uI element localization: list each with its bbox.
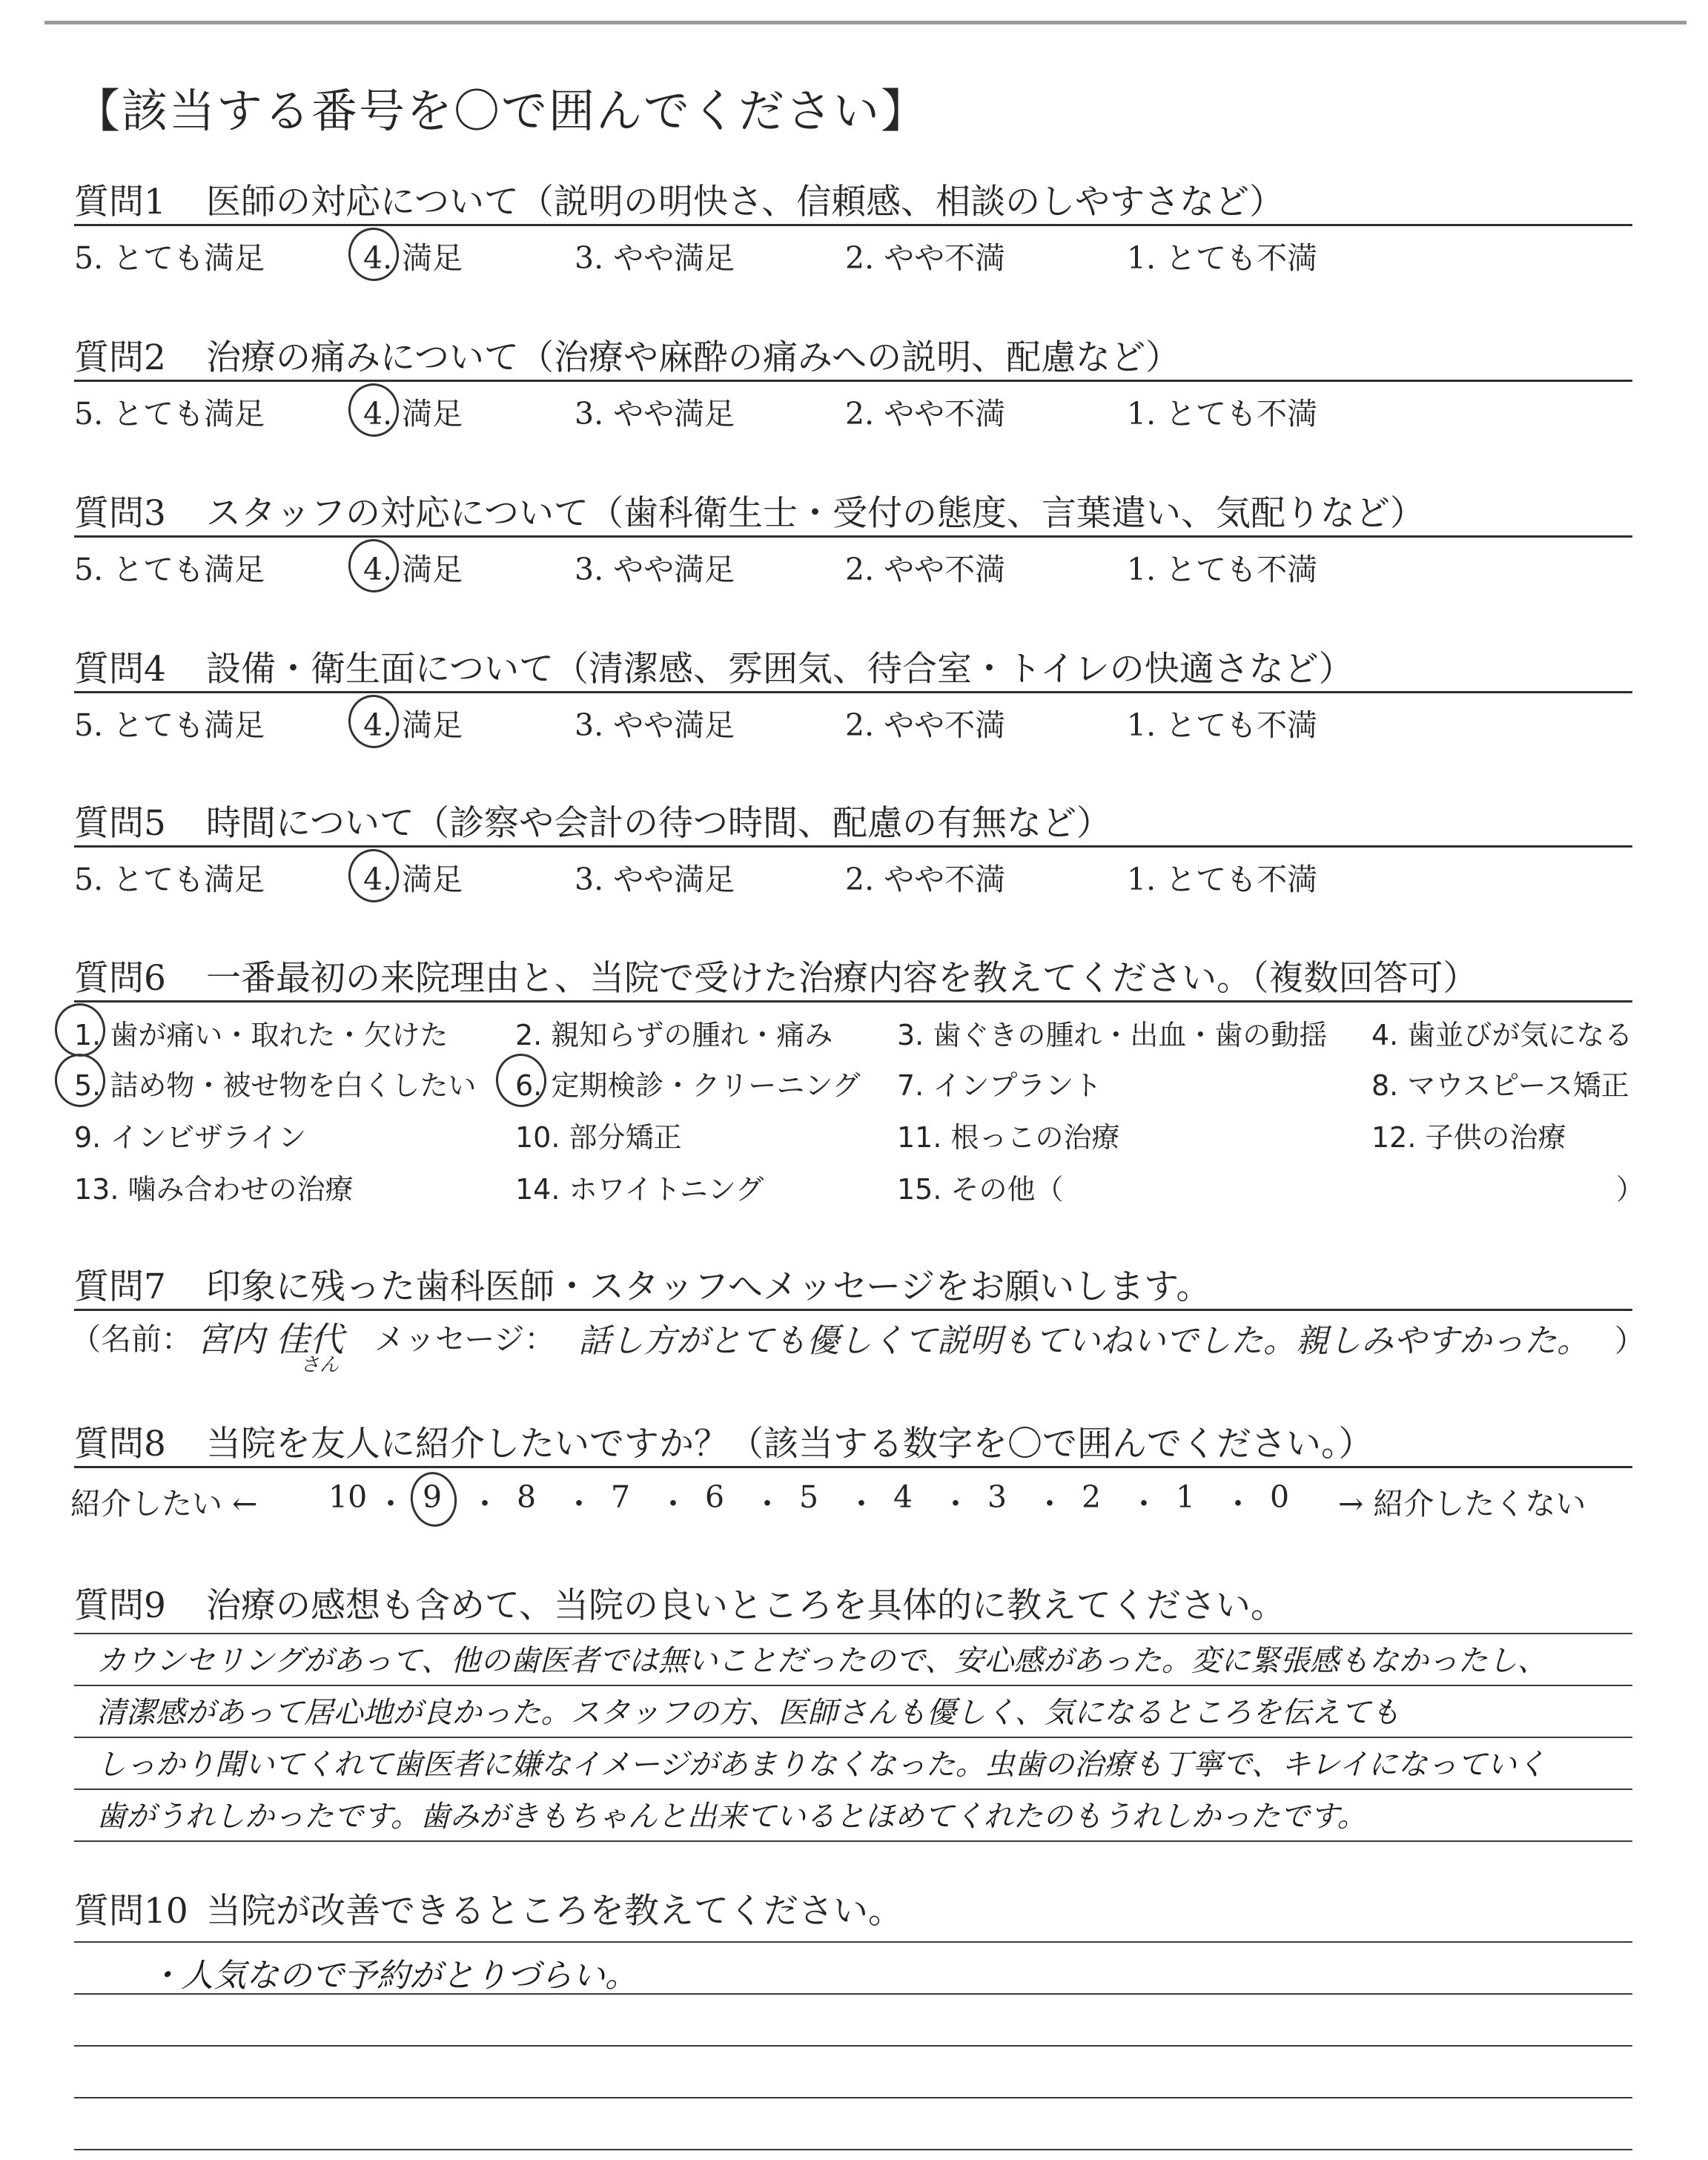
scale-separator: ・ — [1222, 1486, 1254, 1522]
question-3-title — [74, 486, 1425, 535]
question-1-title — [74, 174, 1284, 224]
rating-option[interactable]: 5. とても満足 — [74, 552, 265, 587]
question-2-title — [74, 330, 1180, 380]
treatment-option[interactable]: 12. 子供の治療 — [1371, 1121, 1566, 1154]
treatment-option[interactable]: 1. 歯が痛い・取れた・欠けた — [74, 1019, 448, 1051]
question-text: 医師の対応について（説明の明快さ、信頼感、相談のしやすさなど） — [206, 182, 1285, 222]
message-label: メッセージ： — [374, 1321, 555, 1357]
scale-value[interactable]: 0 — [1270, 1479, 1290, 1515]
q9-answer-line[interactable]: カウンセリングがあって、他の歯医者では無いことだったので、安心感があった。変に緊張感もなかったし、 — [96, 1644, 1547, 1678]
rating-option[interactable]: 4. 満足 — [363, 396, 463, 432]
question-text: 印象に残った歯科医師・スタッフへメッセージをお願いします。 — [206, 1266, 1211, 1307]
q10-answer-line[interactable]: ・人気なので予約がとりづらい。 — [148, 1957, 638, 1995]
answer-line — [74, 1737, 1632, 1738]
answer-line — [74, 1633, 1632, 1634]
scale-separator: ・ — [375, 1486, 406, 1522]
rating-option[interactable]: 2. やや不満 — [845, 707, 1006, 743]
question-4-rule — [74, 691, 1632, 693]
scale-value[interactable]: 2 — [1082, 1479, 1102, 1515]
scale-separator: ・ — [1034, 1486, 1065, 1522]
answer-line — [74, 1789, 1632, 1790]
scale-value[interactable]: 1 — [1176, 1479, 1196, 1515]
rating-option[interactable]: 3. やや満足 — [575, 707, 735, 743]
scale-separator: ・ — [1128, 1486, 1159, 1522]
rating-option[interactable]: 1. とても不満 — [1127, 396, 1318, 432]
scale-separator: ・ — [940, 1486, 971, 1522]
rating-option[interactable]: 4. 満足 — [363, 862, 463, 897]
scale-left-label: 紹介したい ← — [70, 1486, 258, 1522]
treatment-option[interactable]: 8. マウスピース矯正 — [1371, 1069, 1629, 1102]
question-8-title — [74, 1416, 1374, 1466]
rating-option[interactable]: 3. やや満足 — [575, 862, 735, 897]
question-2-rule — [74, 380, 1632, 382]
scale-value[interactable]: 6 — [705, 1479, 725, 1515]
question-number: 質問7 — [74, 1266, 166, 1307]
question-text: 時間について（診察や会計の待つ時間、配慮の有無など） — [206, 803, 1112, 844]
question-6-title — [74, 951, 1478, 1000]
rating-option[interactable]: 4. 満足 — [363, 552, 463, 587]
scale-separator: ・ — [563, 1486, 595, 1522]
rating-option[interactable]: 4. 満足 — [363, 240, 463, 276]
treatment-option[interactable]: 13. 噛み合わせの治療 — [74, 1173, 354, 1206]
rating-option[interactable]: 1. とても不満 — [1127, 240, 1318, 276]
treatment-option[interactable]: 4. 歯並びが気になる — [1371, 1019, 1633, 1051]
rating-option[interactable]: 2. やや不満 — [845, 862, 1006, 897]
treatment-option[interactable]: 14. ホワイトニング — [515, 1173, 764, 1206]
question-7-title — [74, 1259, 1211, 1309]
name-label: （名前： — [70, 1321, 192, 1357]
scale-value[interactable]: 8 — [517, 1479, 537, 1515]
q9-answer-line[interactable]: しっかり聞いてくれて歯医者に嫌なイメージがあまりなくなった。虫歯の治療も丁寧で、キレイになっていく — [96, 1748, 1546, 1782]
scale-value[interactable]: 4 — [893, 1479, 913, 1515]
question-number: 質問9 — [74, 1585, 166, 1626]
question-5-rule — [74, 845, 1632, 848]
question-text: 設備・衛生面について（清潔感、雰囲気、待合室・トイレの快適さなど） — [206, 649, 1354, 690]
question-text: 一番最初の来院理由と、当院で受けた治療内容を教えてください。（複数回答可） — [206, 958, 1478, 999]
rating-option[interactable]: 4. 満足 — [363, 707, 463, 743]
treatment-option[interactable]: 2. 親知らずの腫れ・痛み — [515, 1019, 833, 1051]
q9-answer-line[interactable]: 歯がうれしかったです。歯みがきもちゃんと出来ているとほめてくれたのもうれしかったです。 — [96, 1800, 1367, 1834]
answer-line — [74, 2097, 1632, 2098]
name-suffix: さん — [300, 1354, 340, 1376]
q9-answer-line[interactable]: 清潔感があって居心地が良かった。スタッフの方、医師さんも優しく、気になるところを伝えても — [96, 1696, 1400, 1730]
rating-option[interactable]: 3. やや満足 — [575, 240, 735, 276]
question-4-title — [74, 641, 1354, 691]
rating-option[interactable]: 2. やや不満 — [845, 240, 1006, 276]
scale-separator: ・ — [658, 1486, 689, 1522]
scale-value[interactable]: 10 — [328, 1479, 368, 1515]
question-7-rule — [74, 1309, 1632, 1311]
rating-option[interactable]: 5. とても満足 — [74, 240, 265, 276]
question-number: 質問3 — [74, 493, 166, 534]
question-text: 当院が改善できるところを教えてください。 — [206, 1891, 903, 1932]
scale-separator: ・ — [469, 1486, 500, 1522]
question-number: 質問2 — [74, 337, 166, 378]
message-close: ） — [1615, 1323, 1645, 1358]
question-text: 治療の感想も含めて、当院の良いところを具体的に教えてください。 — [206, 1585, 1286, 1626]
treatment-option[interactable]: 5. 詰め物・被せ物を白くしたい — [74, 1069, 477, 1102]
treatment-option[interactable]: 15. その他（ — [897, 1173, 1064, 1206]
question-number: 質問5 — [74, 803, 166, 844]
rating-option[interactable]: 1. とても不満 — [1127, 862, 1318, 897]
rating-option[interactable]: 2. やや不満 — [845, 396, 1006, 432]
question-number: 質問6 — [74, 958, 166, 999]
rating-option[interactable]: 3. やや満足 — [575, 552, 735, 587]
scale-value[interactable]: 3 — [987, 1479, 1007, 1515]
question-number: 質問10 — [74, 1891, 188, 1932]
scale-right-label: → 紹介したくない — [1338, 1486, 1586, 1522]
scale-value[interactable]: 9 — [423, 1479, 443, 1515]
rating-option[interactable]: 5. とても満足 — [74, 396, 265, 432]
rating-option[interactable]: 5. とても満足 — [74, 862, 265, 897]
question-9-title — [74, 1578, 1285, 1628]
treatment-option[interactable]: 10. 部分矯正 — [515, 1121, 682, 1154]
rating-option[interactable]: 3. やや満足 — [575, 396, 735, 432]
rating-option[interactable]: 5. とても満足 — [74, 707, 265, 743]
scale-value[interactable]: 5 — [799, 1479, 819, 1515]
answer-line — [74, 2149, 1632, 2150]
page-title: 【該当する番号を〇で囲んでください】 — [74, 84, 929, 138]
treatment-option[interactable]: 6. 定期検診・クリーニング — [515, 1069, 861, 1102]
answer-line — [74, 1685, 1632, 1686]
selection-circle — [407, 1469, 460, 1530]
rating-option[interactable]: 2. やや不満 — [845, 552, 1006, 587]
rating-option[interactable]: 1. とても不満 — [1127, 707, 1318, 743]
question-1-rule — [74, 224, 1632, 226]
question-number: 質問1 — [74, 182, 166, 222]
message-value[interactable]: 話し方がとても優しくて説明もていねいでした。親しみやすかった。 — [578, 1322, 1589, 1360]
treatment-option[interactable]: 7. インプラント — [897, 1069, 1102, 1102]
question-8-rule — [74, 1466, 1632, 1468]
treatment-option[interactable]: 9. インビザライン — [74, 1121, 307, 1154]
question-text: スタッフの対応について（歯科衛生士・受付の態度、言葉遣い、気配りなど） — [206, 493, 1426, 534]
question-text: 当院を友人に紹介したいですか？（該当する数字を〇で囲んでください。） — [206, 1424, 1374, 1464]
top-border — [44, 21, 1687, 24]
scale-separator: ・ — [752, 1486, 783, 1522]
answer-line — [74, 2045, 1632, 2047]
name-value[interactable]: 宮内 佳代 — [196, 1319, 344, 1359]
question-number: 質問8 — [74, 1424, 166, 1464]
answer-line — [74, 1840, 1632, 1842]
scale-value[interactable]: 7 — [611, 1479, 631, 1515]
scale-separator: ・ — [846, 1486, 877, 1522]
treatment-option[interactable]: 11. 根っこの治療 — [897, 1121, 1120, 1154]
answer-line — [74, 1941, 1632, 1943]
rating-option[interactable]: 1. とても不満 — [1127, 552, 1318, 587]
question-text: 治療の痛みについて（治療や麻酔の痛みへの説明、配慮など） — [206, 337, 1181, 378]
question-5-title — [74, 796, 1111, 845]
question-3-rule — [74, 535, 1632, 538]
question-6-rule — [74, 1000, 1632, 1003]
treatment-option[interactable]: ） — [1616, 1173, 1645, 1206]
question-10-title — [74, 1883, 903, 1933]
treatment-option[interactable]: 3. 歯ぐきの腫れ・出血・歯の動揺 — [897, 1019, 1328, 1051]
question-number: 質問4 — [74, 649, 166, 690]
